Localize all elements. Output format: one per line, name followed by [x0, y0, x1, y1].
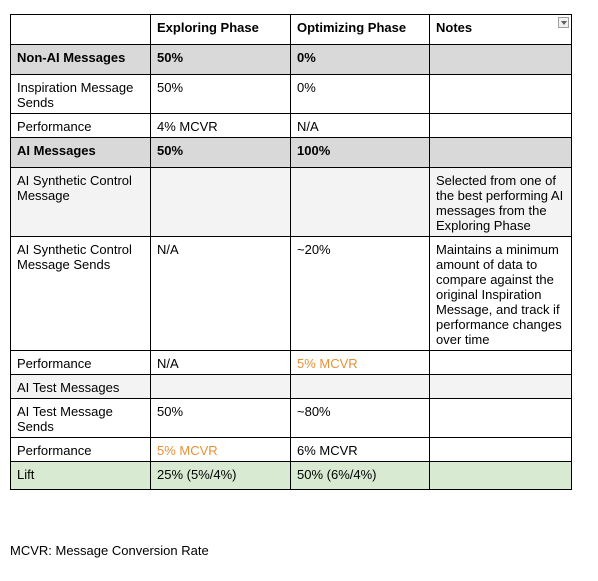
table-cell[interactable]: 0% [291, 45, 430, 75]
table-cell[interactable]: ~80% [291, 399, 430, 438]
table-cell[interactable]: 25% (5%/4%) [151, 462, 291, 490]
table-cell[interactable]: AI Synthetic Control Message Sends [11, 237, 151, 351]
table-row-non-ai-messages [11, 45, 572, 75]
table-cell[interactable]: Performance [11, 438, 151, 462]
table-cell[interactable]: AI Test Message Sends [11, 399, 151, 438]
table-cell[interactable]: 6% MCVR [291, 438, 430, 462]
table-cell[interactable]: Selected from one of the best performing AI messages from the Exploring Phase [430, 168, 572, 237]
table-row-ai-messages [11, 138, 572, 168]
header-cell-empty[interactable] [11, 15, 151, 45]
table-cell[interactable] [430, 75, 572, 114]
table-cell[interactable] [291, 168, 430, 237]
table-cell[interactable] [151, 375, 291, 399]
table-cell[interactable] [430, 375, 572, 399]
table-row-performance-non-ai [11, 114, 572, 138]
table-cell[interactable]: Performance [11, 114, 151, 138]
table-cell[interactable]: 50% [151, 75, 291, 114]
table-cell[interactable] [430, 114, 572, 138]
table-row-ai-test-message-sends [11, 399, 572, 438]
table-cell[interactable] [151, 168, 291, 237]
table-cell-highlight[interactable]: 5% MCVR [291, 351, 430, 375]
table-row-inspiration-message-sends [11, 75, 572, 114]
header-cell-notes[interactable] [430, 15, 572, 45]
table-cell[interactable]: Inspiration Message Sends [11, 75, 151, 114]
table-row-lift [11, 462, 572, 490]
comparison-table [10, 14, 572, 490]
table-cell[interactable] [291, 375, 430, 399]
table-cell[interactable]: 100% [291, 138, 430, 168]
table-cell[interactable]: AI Messages [11, 138, 151, 168]
table-cell[interactable]: AI Synthetic Control Message [11, 168, 151, 237]
table-cell[interactable] [430, 138, 572, 168]
table-cell[interactable]: 50% [151, 138, 291, 168]
header-row [11, 15, 572, 45]
table-row-ai-synthetic-control-message [11, 168, 572, 237]
table-cell[interactable]: N/A [151, 237, 291, 351]
table-cell[interactable]: Performance [11, 351, 151, 375]
table-row-performance-ai-test [11, 438, 572, 462]
header-cell-optimizing-phase[interactable]: Optimizing Phase [291, 15, 430, 45]
table-cell[interactable]: N/A [291, 114, 430, 138]
table-cell[interactable]: Maintains a minimum amount of data to compare against the original Inspiration Message, and track if performance changes over time [430, 237, 572, 351]
table-cell[interactable] [430, 399, 572, 438]
header-notes-label: Notes [436, 20, 473, 35]
table-row-performance-synthetic-control [11, 351, 572, 375]
footnote: MCVR: Message Conversion Rate [10, 543, 209, 558]
table-cell[interactable] [430, 438, 572, 462]
table-cell[interactable]: 50% [151, 399, 291, 438]
filter-dropdown-icon[interactable] [558, 17, 569, 28]
table-row-ai-test-messages [11, 375, 572, 399]
table-cell[interactable]: 50% (6%/4%) [291, 462, 430, 490]
table-cell-highlight[interactable]: 5% MCVR [151, 438, 291, 462]
table-cell[interactable]: Lift [11, 462, 151, 490]
table-cell[interactable] [430, 45, 572, 75]
table-cell[interactable]: Non-AI Messages [11, 45, 151, 75]
table-row-ai-synthetic-control-message-sends [11, 237, 572, 351]
table-cell[interactable] [430, 351, 572, 375]
table-cell[interactable]: 4% MCVR [151, 114, 291, 138]
table-cell[interactable]: ~20% [291, 237, 430, 351]
table-cell[interactable] [430, 462, 572, 490]
header-cell-exploring-phase[interactable]: Exploring Phase [151, 15, 291, 45]
table-cell[interactable]: 0% [291, 75, 430, 114]
table-cell[interactable]: 50% [151, 45, 291, 75]
table-cell[interactable]: AI Test Messages [11, 375, 151, 399]
table-cell[interactable]: N/A [151, 351, 291, 375]
